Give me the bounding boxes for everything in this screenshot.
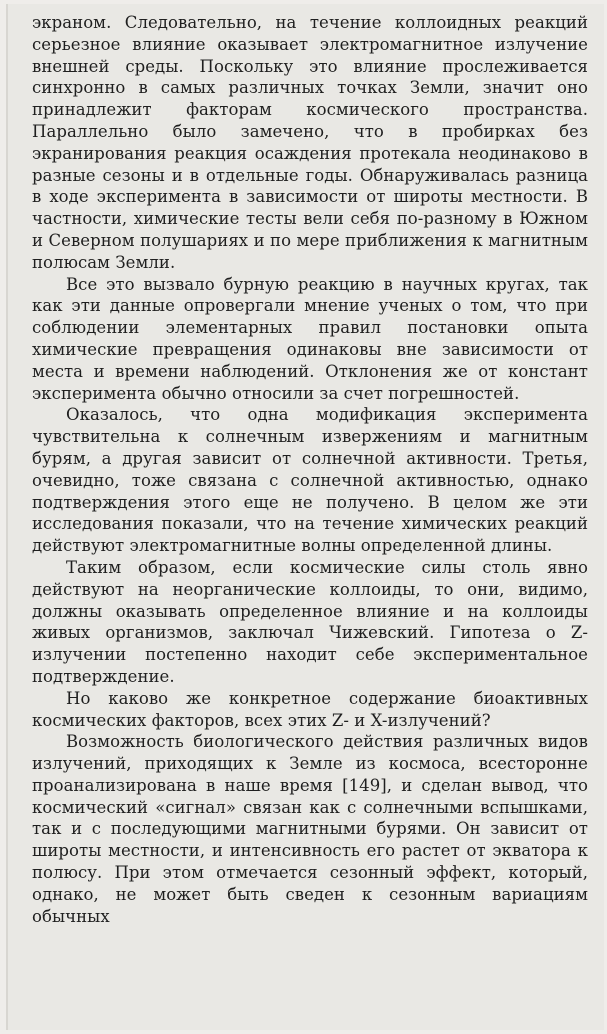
paragraph-4: Таким образом, если космические силы столь явно действуют на неорганические коллоиды, то они, видимо, должны оказывать определенное влияние и на коллоиды живых организмов, заключал Чижевский. Гипотеза о Z-излучении постепенно находит себе экспериментальное подтверждение. — [32, 557, 588, 686]
paragraph-2: Все это вызвало бурную реакцию в научных кругах, так как эти данные опровергали мнение ученых о том, что при соблюдении элементарных правил постановки опыта химические превращения одинаковы вне зависимости от места и времени наблюдений. Отклонения же от констант эксперимента обычно относили за счет погрешностей. — [32, 274, 588, 403]
paragraph-6: Возможность биологического действия различных видов излучений, приходящих к Земле из космоса, всесторонне проанализирована в наше время [149], и сделан вывод, что космический «сигнал» связан как с солнечными вспышками, так и с последующими магнитными бурями. Он зависит от широты местности, и интенсивность его растет от экватора к полюсу. При этом отмечается сезонный эффект, который, однако, не может быть сведен к сезонным вариациям обычных — [32, 732, 588, 926]
paragraph-3: Оказалось, что одна модификация эксперимента чувствительна к солнечным извержениям и магнитным бурям, а другая зависит от солнечной активности. Третья, очевидно, тоже связана с солнечной активностью, однако подтверждения этого еще не получено. В целом же эти исследования показали, что на течение химических реакций действуют электромагнитные волны определенной длины. — [32, 405, 588, 556]
body-text — [32, 12, 588, 927]
paragraph-5: Но каково же конкретное содержание биоактивных космических факторов, всех этих Z- и X-излучений? — [32, 688, 588, 730]
paragraph-1: экраном. Следовательно, на течение коллоидных реакций серьезное влияние оказывает электромагнитное излучение внешней среды. Поскольку это влияние прослеживается синхронно в самых различных точках Земли, значит оно принадлежит факторам космического пространства. Параллельно было замечено, что в пробирках без экранирования реакция осаждения протекала неодинаково в разные сезоны и в отдельные годы. Обнаруживалась разница в ходе эксперимента в зависимости от широты местности. В частности, химические тесты вели себя по-разному в Южном и Северном полушариях и по мере приближения к магнитным полюсам Земли. — [32, 13, 588, 272]
book-page — [6, 4, 604, 1030]
